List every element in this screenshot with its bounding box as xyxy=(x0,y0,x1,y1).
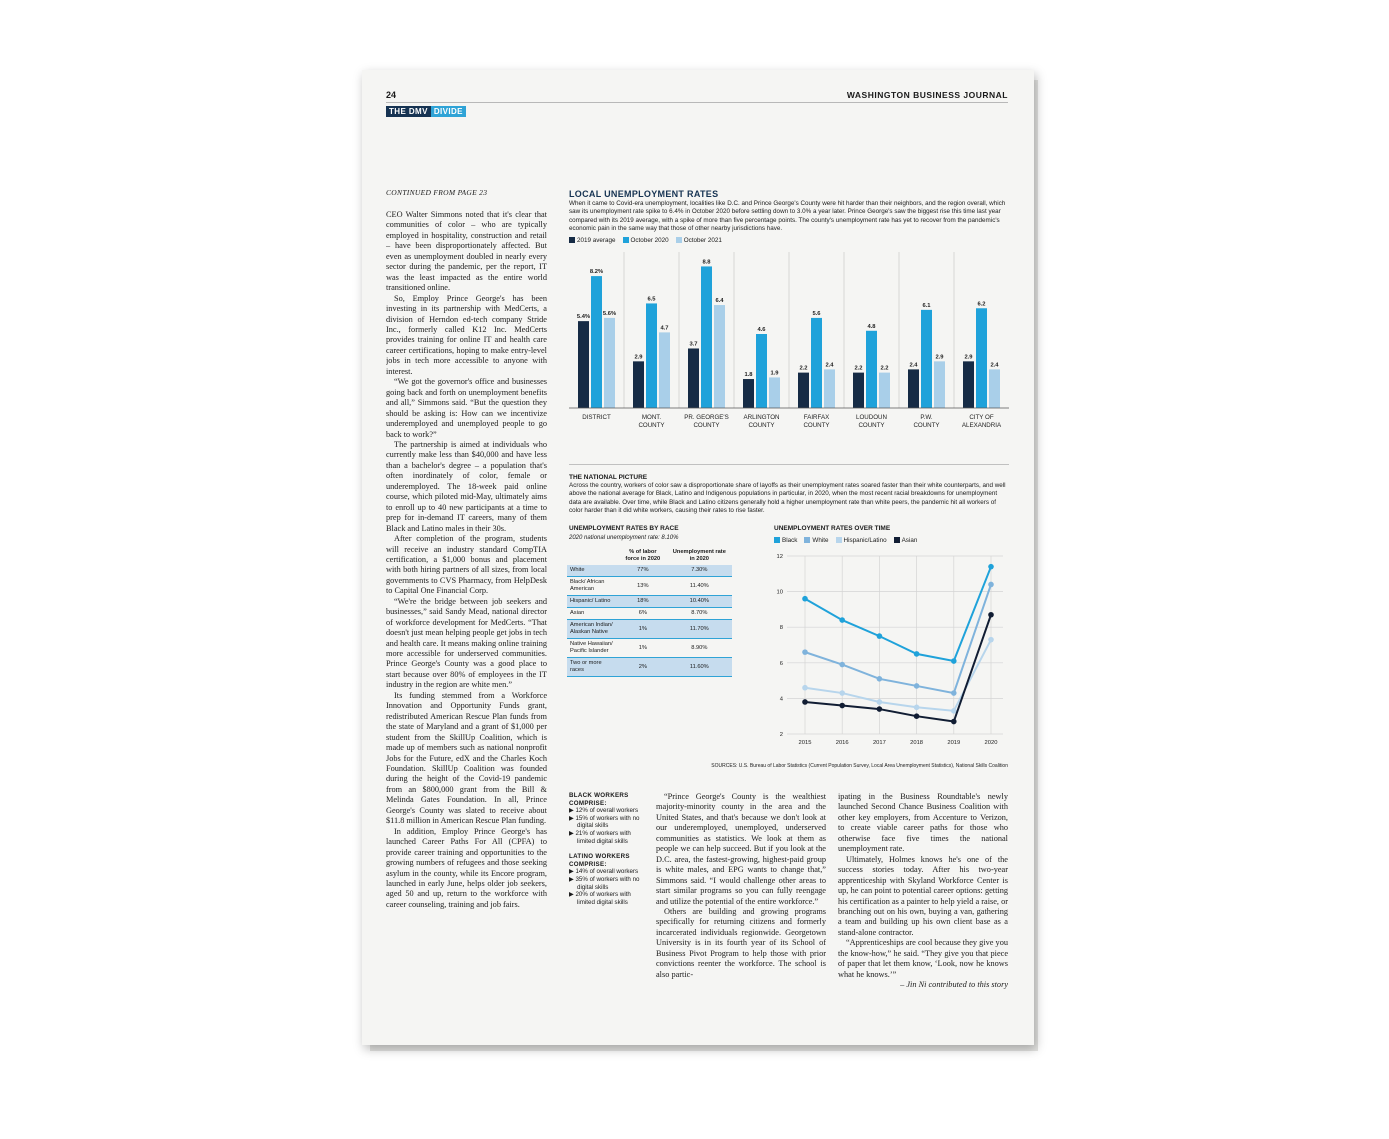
data-point-3 xyxy=(877,706,883,712)
bar-value-label: 2.9 xyxy=(964,354,973,361)
bar-value-label: 2.4 xyxy=(990,362,999,369)
article-paragraph: The partnership is aimed at individuals who currently make less than $40,000 and have less than a bachelor's degree – a population that's often inordinately of color, female or underemployed. The 18-week paid online course, which piloted mid-May, ultimately aims to enroll up to 40 new participants at a time to prep for in-demand IT careers, many of them Black and Latino males in their 30s. xyxy=(386,439,547,533)
category-label: ARLINGTON xyxy=(743,414,780,421)
left-article-column xyxy=(386,210,547,1012)
bar-1 xyxy=(921,310,932,408)
bar-value-label: 1.8 xyxy=(744,372,753,379)
sidebar-item: ▶ 14% of overall workers xyxy=(569,868,639,876)
legend-swatch-hispanic xyxy=(836,537,842,543)
bar-value-label: 2.2 xyxy=(880,365,889,372)
data-point-2 xyxy=(877,699,883,705)
local-chart-legend xyxy=(569,237,722,244)
legend-swatch-white xyxy=(804,537,810,543)
y-tick-label: 12 xyxy=(776,554,783,560)
article-paragraph: “Prince George's County is the wealthiest majority-minority county in the area and the United States, and that's because we don't look at our underemployed, unemployed, underserved communities as statistics. We look at them as people we can help succeed. But if you look at the D.C. area, the fastest-growing, highest-paid group is white males, and EPG wants to change that,” Simmons said. “I would challenge other areas to start similar programs so you can fully reengage and utilize the potential of the entire workforce.” xyxy=(656,792,826,906)
bar-1 xyxy=(591,276,602,408)
data-point-1 xyxy=(839,662,845,668)
bar-2 xyxy=(934,361,945,408)
page-number: 24 xyxy=(386,90,397,100)
bar-value-label: 2.4 xyxy=(909,362,918,369)
bar-0 xyxy=(853,373,864,408)
article-paragraph: ipating in the Business Roundtable's newly launched Second Chance Business Coalition with other key employers, from Accenture to Verizon, to create viable career paths for those who otherwise face five times the national unemployment rate. xyxy=(838,792,1008,854)
bar-value-label: 6.5 xyxy=(647,296,656,303)
category-label: ALEXANDRIA xyxy=(961,422,1002,429)
bar-1 xyxy=(811,318,822,408)
table-row: Two or more races 2% 11.60% xyxy=(567,658,732,677)
category-label: COUNTY xyxy=(858,422,885,429)
legend-asian: Asian xyxy=(901,537,918,544)
bar-value-label: 2.9 xyxy=(935,354,944,361)
legend-swatch-asian xyxy=(894,537,900,543)
legend-oct2020: October 2020 xyxy=(630,237,669,244)
series-line-0 xyxy=(805,567,991,661)
data-point-1 xyxy=(877,676,883,682)
x-tick-label: 2017 xyxy=(872,740,886,746)
bar-value-label: 4.6 xyxy=(757,327,766,333)
data-point-0 xyxy=(802,596,808,602)
race-table-subtitle: 2020 national unemployment rate: 8.10% xyxy=(569,535,679,541)
category-label: COUNTY xyxy=(748,422,775,429)
section-tag xyxy=(386,106,466,117)
legend-hispanic: Hispanic/Latino xyxy=(843,537,887,544)
bar-value-label: 2.2 xyxy=(799,365,808,372)
category-label: MONT. xyxy=(641,414,662,421)
sidebar-item: ▶ 15% of workers with no digital skills xyxy=(569,814,640,830)
bar-0 xyxy=(633,361,644,408)
local-unemployment-bar-chart xyxy=(569,252,1009,442)
legend-swatch-oct2021 xyxy=(676,237,682,243)
legend-white: White xyxy=(812,537,829,544)
article-paragraph: Others are building and growing programs specifically for returning citizens and formerly incarcerated individuals regionwide. Georgetown University is in its fourth year of its School of Business Pivot Program to help those with prior convictions reenter the workforce. The school is also partic- xyxy=(656,906,826,979)
table-row: Black/ African American 13% 11.40% xyxy=(567,577,732,596)
bar-value-label: 3.7 xyxy=(689,341,698,348)
data-point-2 xyxy=(951,708,957,714)
legend-swatch-oct2020 xyxy=(623,237,629,243)
legend-swatch-black xyxy=(774,537,780,543)
table-row: Asian 6% 8.70% xyxy=(567,608,732,620)
table-row: Native Hawaiian/ Pacific Islander 1% 8.90% xyxy=(567,639,732,658)
chart-sources: SOURCES: U.S. Bureau of Labor Statistics (Current Population Survey, Local Area Unemployment Statistics), National Skills Coalition xyxy=(711,763,1008,769)
race-table xyxy=(567,547,732,677)
section-divider xyxy=(569,464,1009,465)
bar-value-label: 8.8 xyxy=(702,259,711,266)
black-workers-heading: BLACK WORKERS COMPRISE: xyxy=(569,792,629,807)
table-row: White 77% 7.30% xyxy=(567,565,732,577)
unemployment-over-time-line-chart xyxy=(767,548,1009,758)
data-point-2 xyxy=(988,637,994,643)
data-point-0 xyxy=(914,651,920,657)
bar-2 xyxy=(989,369,1000,408)
national-title: THE NATIONAL PICTURE xyxy=(569,474,648,481)
y-tick-label: 10 xyxy=(776,589,783,596)
publication-name: WASHINGTON BUSINESS JOURNAL xyxy=(846,90,1008,100)
race-table-title: UNEMPLOYMENT RATES BY RACE xyxy=(569,525,679,532)
right-article-column xyxy=(838,792,1008,1012)
article-paragraph: “We're the bridge between job seekers and businesses,” said Sandy Mead, national director of workforce development for MedCerts. “That doesn't just mean helping people get jobs in tech and health care. It means making online training more accessible for underserved communities. Prince George's County was a good place to start because over 80% of employees in the IT industry in the region are white men.” xyxy=(386,596,547,690)
y-tick-label: 8 xyxy=(779,625,783,632)
time-chart-legend xyxy=(774,537,917,544)
category-label: COUNTY xyxy=(693,422,720,429)
section-tag-a: THE DMV xyxy=(386,106,431,117)
data-point-2 xyxy=(802,685,808,691)
x-tick-label: 2015 xyxy=(798,740,812,746)
bar-2 xyxy=(714,305,725,408)
bar-1 xyxy=(646,303,657,408)
bar-value-label: 6.2 xyxy=(977,301,986,308)
bar-2 xyxy=(879,373,890,408)
sidebar-item: ▶ 12% of overall workers xyxy=(569,807,639,815)
series-line-2 xyxy=(805,640,991,711)
bar-value-label: 5.6% xyxy=(602,310,617,317)
table-row: Hispanic/ Latino 18% 10.40% xyxy=(567,596,732,608)
bar-0 xyxy=(963,361,974,408)
table-row: American Indian/ Alaskan Native 1% 11.70% xyxy=(567,620,732,639)
section-tag-b: DIVIDE xyxy=(431,106,466,117)
category-label: LOUDOUN xyxy=(856,414,887,421)
continued-note: CONTINUED FROM PAGE 23 xyxy=(386,188,488,197)
article-paragraph: After completion of the program, students will receive an industry standard CompTIA certification, a $1,000 bonus and placement with both hiring partners of all sizes, from local governments to CVS Pharmacy, from HelpDesk to Capital One Financial Corp. xyxy=(386,534,547,596)
data-point-3 xyxy=(951,719,957,725)
y-tick-label: 4 xyxy=(779,696,783,703)
data-point-2 xyxy=(914,705,920,711)
bar-0 xyxy=(798,373,809,408)
bar-2 xyxy=(769,377,780,408)
bar-0 xyxy=(578,321,589,408)
bar-value-label: 5.4% xyxy=(576,314,591,321)
bar-2 xyxy=(824,369,835,408)
article-paragraph: In addition, Employ Prince George's has launched Career Paths For All (CPFA) to provide career training and opportunities to the growing numbers of refugees and those seeking asylum in the county, while its Encore program, launched in early June, helps older job seekers, aged 50 and up, return to the workforce with career counseling, training and job fairs. xyxy=(386,826,547,909)
x-tick-label: 2020 xyxy=(984,740,998,746)
x-tick-label: 2018 xyxy=(910,740,924,746)
local-chart-title: LOCAL UNEMPLOYMENT RATES xyxy=(569,189,719,199)
category-label: COUNTY xyxy=(913,422,940,429)
sidebar-item: ▶ 21% of workers with limited digital skills xyxy=(569,829,631,845)
middle-article-column xyxy=(656,792,826,1012)
latino-workers-heading: LATINO WORKERS COMPRISE: xyxy=(569,853,630,868)
data-point-1 xyxy=(802,649,808,655)
bar-value-label: 2.2 xyxy=(854,365,863,372)
article-paragraph: Ultimately, Holmes knows he's one of the success stories today. After his two-year apprenticeship with Skyland Workforce Center is up, he can point to potential career options: getting his certification as a painter to help yield a raise, or branching out on his own, buying a van, gathering a team and building up his own client base as a stand-alone contractor. xyxy=(838,854,1008,937)
bar-2 xyxy=(604,318,615,408)
header-rule xyxy=(386,102,1008,103)
bar-value-label: 8.2% xyxy=(589,269,604,276)
local-chart-description: When it came to Covid-era unemployment, localities like D.C. and Prince George's County were hit harder than their neighbors, and the region overall, which saw its unemployment rate spike to 6.4% in October 2020 before settling down to 3.0% a year later. Prince George's saw the biggest rise this time last year compared with its 2019 average, with a spike of more than five percentage points. The county's unemployment rate has yet to recover from the pandemic's economic pain in the same way that those of other nearby jurisdictions have. xyxy=(569,200,1006,232)
category-label: DISTRICT xyxy=(582,414,611,421)
bar-0 xyxy=(908,369,919,408)
bar-value-label: 6.1 xyxy=(922,302,931,309)
bar-2 xyxy=(659,332,670,408)
x-tick-label: 2019 xyxy=(947,740,961,746)
legend-swatch-2019 xyxy=(569,237,575,243)
national-description: Across the country, workers of color saw a disproportionate share of layoffs as their unemployment rates soared faster than their white counterparts, and well above the national average for Black, Latino and Indigenous populations in particular, in 2020, when the most recent racial breakdowns for unemployment data are available. Over time, while Black and Latino citizens generally hold a higher unemployment rate than white peers, the pandemic hit all workers of color harder than it did white workers, causing their rates to rise faster. xyxy=(569,482,1006,514)
newspaper-page xyxy=(362,70,1034,1045)
bar-value-label: 2.4 xyxy=(825,362,834,369)
article-paragraph: “We got the governor's office and businesses going back and forth on unemployment benefits and all,” Simmons said. “But the question they should be asking is: How can we incentivize underemployed and unemployed people to go back to work?” xyxy=(386,377,547,439)
data-point-3 xyxy=(914,713,920,719)
story-credit: – Jin Ni contributed to this story xyxy=(900,980,1008,990)
bar-value-label: 4.8 xyxy=(867,323,876,330)
bar-value-label: 1.9 xyxy=(770,370,779,377)
category-label: CITY OF xyxy=(969,414,994,421)
bar-1 xyxy=(866,331,877,408)
data-point-3 xyxy=(802,699,808,705)
bar-1 xyxy=(976,308,987,408)
data-point-3 xyxy=(988,612,994,618)
bar-0 xyxy=(688,348,699,408)
legend-black: Black xyxy=(782,537,798,544)
bar-value-label: 6.4 xyxy=(715,298,724,305)
y-tick-label: 2 xyxy=(779,732,783,738)
data-point-0 xyxy=(839,617,845,623)
category-label: COUNTY xyxy=(803,422,830,429)
sidebar-item: ▶ 35% of workers with no digital skills xyxy=(569,875,640,891)
category-label: P.W. xyxy=(920,414,933,421)
workers-sidebar xyxy=(569,792,644,906)
data-point-0 xyxy=(877,633,883,639)
article-paragraph: So, Employ Prince George's has been investing in its partnership with MedCerts, a division of Herndon ed-tech company Stride Inc., formerly called K12 Inc. MedCerts provides training for online IT and health care career certifications, hoping to make entry-level jobs in tech more accessible to anyone with interest. xyxy=(386,293,547,376)
bar-1 xyxy=(756,334,767,408)
data-point-3 xyxy=(839,703,845,709)
sidebar-item: ▶ 20% of workers with limited digital skills xyxy=(569,891,631,906)
data-point-2 xyxy=(839,690,845,696)
data-point-0 xyxy=(951,658,957,664)
category-label: PR. GEORGE'S xyxy=(684,414,729,421)
data-point-0 xyxy=(988,564,994,570)
legend-2019: 2019 average xyxy=(577,237,616,244)
legend-oct2021: October 2021 xyxy=(683,237,722,244)
data-point-1 xyxy=(988,582,994,588)
col-labor-header: % of labor force in 2020 xyxy=(625,549,661,562)
bar-0 xyxy=(743,379,754,408)
bar-value-label: 5.6 xyxy=(812,310,821,317)
time-chart-title: UNEMPLOYMENT RATES OVER TIME xyxy=(774,525,891,532)
bar-1 xyxy=(701,266,712,408)
data-point-1 xyxy=(914,683,920,689)
bar-value-label: 4.7 xyxy=(660,325,669,332)
category-label: COUNTY xyxy=(638,422,665,429)
data-point-1 xyxy=(951,690,957,696)
article-paragraph: Its funding stemmed from a Workforce Innovation and Opportunity Funds grant, redistributed American Rescue Plan funds from the state of Maryland and a grant of $1,000 per student from the SkillUp Coalition, which is made up of members such as national nonprofit Jobs for the Future, edX and the Charles Koch Foundation. SkillUp Coalition was founded during the height of the Covid-19 pandemic from an $800,000 grant from the Bill & Melinda Gates Foundation. In all, Prince George's County was slated to receive about $11.8 million in American Rescue Plan funding. xyxy=(386,690,547,826)
article-paragraph: “Apprenticeships are cool because they give you the know-how,” he said. “They give you that piece of paper that let them know, ‘Look, now he knows what he knows.’” xyxy=(838,938,1008,979)
y-tick-label: 6 xyxy=(779,660,783,667)
category-label: FAIRFAX xyxy=(803,414,830,421)
bar-value-label: 2.9 xyxy=(634,354,643,361)
article-paragraph: CEO Walter Simmons noted that it's clear that communities of color – who are typically employed in hospitality, construction and retail – have been disproportionately affected. But even as unemployment doubled in nearly every sector during the pandemic, per the report, IT was the least impacted as the entire world transitioned online. xyxy=(386,210,547,293)
x-tick-label: 2016 xyxy=(835,740,849,746)
col-rate-header: Unemployment rate in 2020 xyxy=(672,549,726,562)
